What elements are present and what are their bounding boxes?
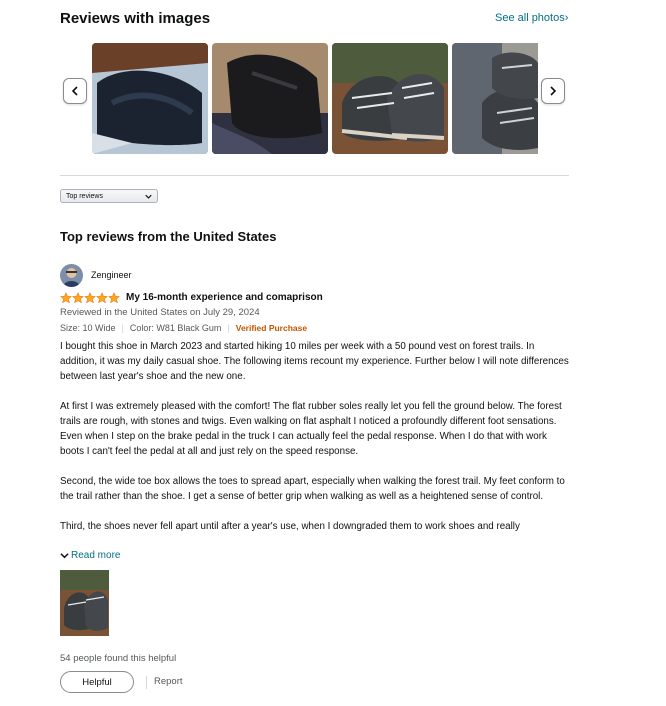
review-paragraph: I bought this shoe in March 2023 and started hiking 10 miles per week with a 50 pound vest on forest trails. In addition, it was my daily casual shoe. The following items recount my experience. Further below I will note differences between last year's shoe and the new one. (60, 341, 569, 382)
review-title[interactable]: My 16-month experience and comaprison (126, 292, 323, 303)
review-image-thumbnail-4[interactable] (452, 43, 538, 154)
reviewer-name[interactable]: Zengineer (91, 270, 132, 280)
helpful-count: 54 people found this helpful (60, 653, 177, 664)
star-rating[interactable] (60, 292, 120, 304)
read-more-link[interactable] (60, 550, 120, 561)
review-variant-info (60, 323, 307, 333)
review-image-thumbnail-2[interactable] (212, 43, 328, 154)
section-divider (60, 175, 569, 176)
see-all-photos-link[interactable] (495, 12, 568, 24)
variant-size[interactable]: Size: 10 Wide (60, 323, 116, 333)
review-image-thumbnail-1[interactable] (92, 43, 208, 154)
star-icon (72, 292, 84, 304)
chevron-right-icon (548, 86, 558, 96)
action-separator (146, 676, 147, 689)
helpful-button[interactable]: Helpful (60, 671, 134, 693)
star-icon (108, 292, 120, 304)
review-paragraph: At first I was extremely pleased with the comfort! The flat rubber soles really let you fell the ground below. The forest trails are rough, with stones and twigs. Even walking on flat asphalt I noticed a profoundly different foot sensations. Even when I step on the brake pedal in the truck I can actually feel the pedal response. When I do that with work boots I can't feel the pedal at all and just rely on the speed response. (60, 401, 562, 457)
see-all-photos-label: See all photos (495, 12, 565, 24)
carousel-next-button[interactable] (541, 78, 565, 104)
star-icon (60, 292, 72, 304)
review-image-thumbnail-3[interactable] (332, 43, 448, 154)
variant-color[interactable]: Color: W81 Black Gum (129, 323, 222, 333)
review-body (60, 339, 570, 549)
report-link[interactable]: Report (154, 676, 183, 687)
variant-separator: | (227, 323, 230, 333)
review-paragraph: Third, the shoes never fell apart until after a year's use, when I downgraded them to work shoes and really (60, 521, 520, 532)
top-reviews-heading: Top reviews from the United States (60, 229, 277, 244)
chevron-right-icon: › (564, 12, 569, 24)
star-icon (84, 292, 96, 304)
review-fade-overlay (60, 532, 570, 550)
read-more-label: Read more (71, 550, 121, 561)
sort-reviews-dropdown[interactable] (60, 189, 158, 203)
review-attached-image[interactable] (60, 570, 109, 636)
variant-separator: | (121, 323, 124, 333)
chevron-down-icon (60, 551, 69, 560)
sort-selected-label: Top reviews (66, 193, 103, 200)
review-paragraph: Second, the wide toe box allows the toes to spread apart, especially when walking the forest trail. My feet conform to the trail rather than the shoe. I get a sense of better grip when walking as well as a heightened sense of control. (60, 476, 565, 502)
chevron-down-icon (145, 193, 152, 200)
verified-purchase-badge: Verified Purchase (235, 323, 308, 333)
reviews-with-images-title: Reviews with images (60, 10, 211, 27)
avatar[interactable] (60, 264, 83, 287)
carousel-prev-button[interactable] (63, 78, 87, 104)
review-date: Reviewed in the United States on July 29, 2024 (60, 307, 260, 318)
chevron-left-icon (70, 86, 80, 96)
star-icon (96, 292, 108, 304)
